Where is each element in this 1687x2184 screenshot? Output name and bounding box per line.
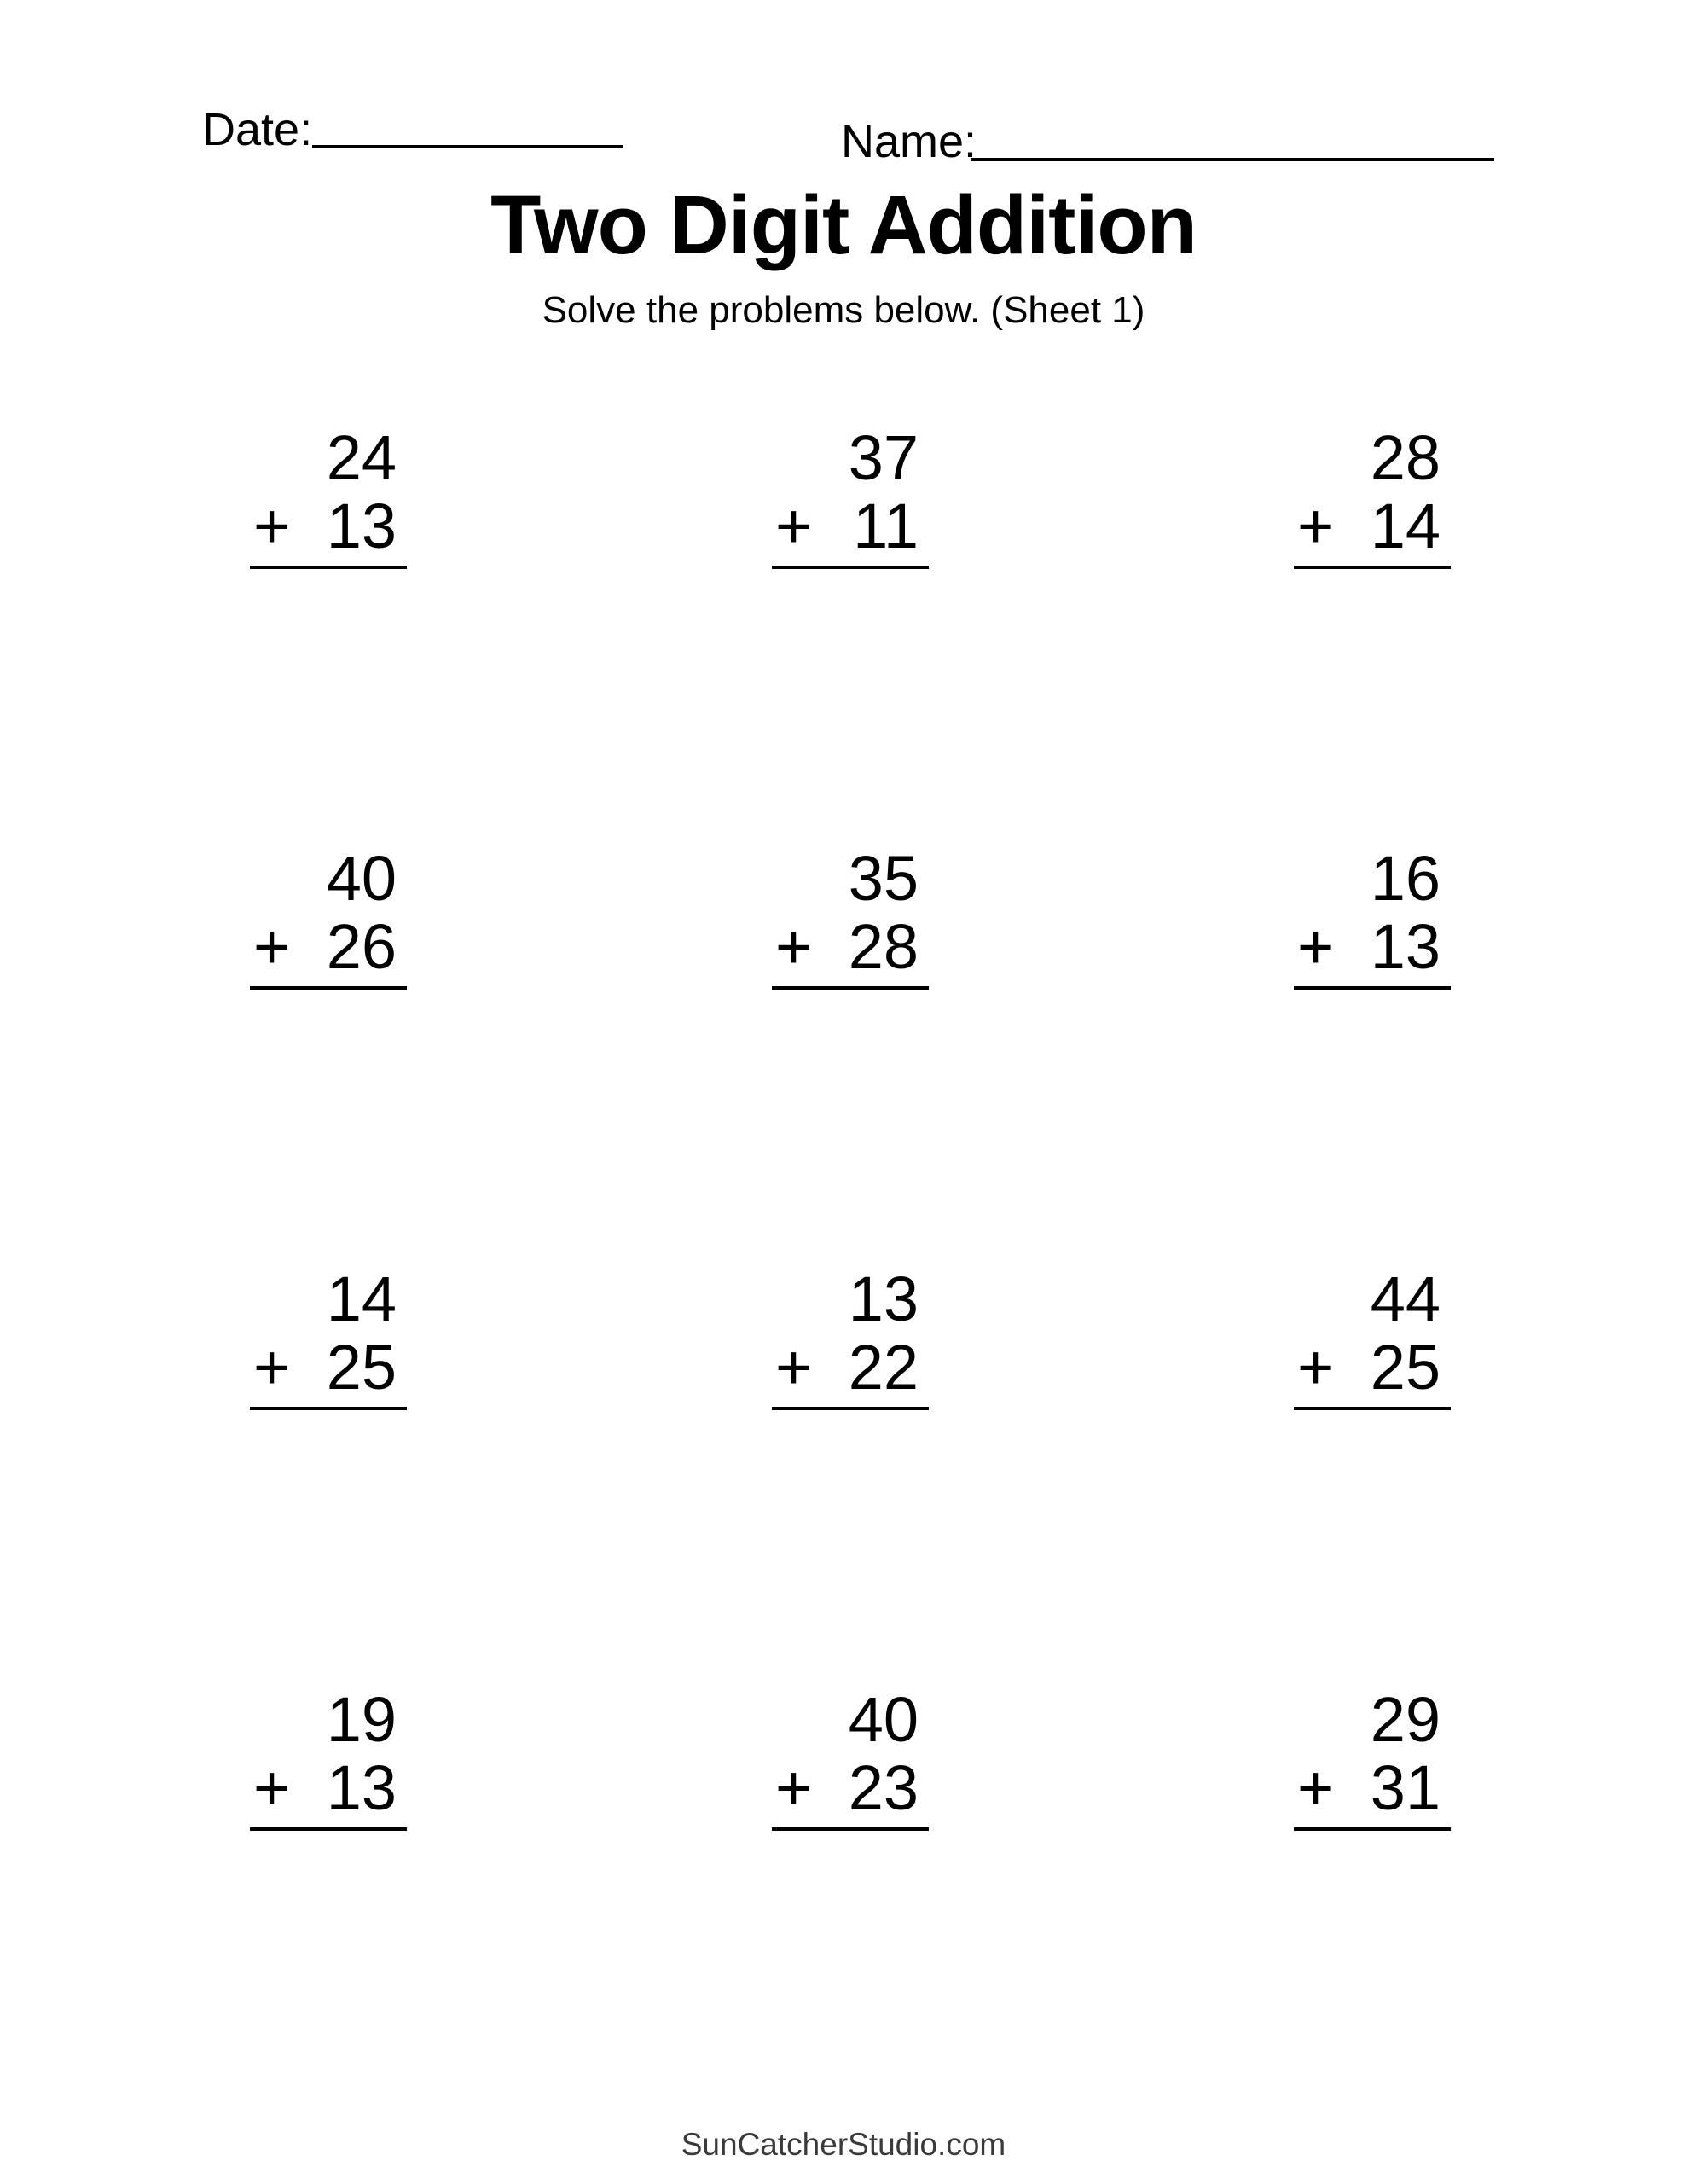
addition-problem [772, 1265, 929, 1410]
answer-line [1294, 986, 1451, 990]
bottom-addend-row [1294, 1333, 1451, 1402]
addition-problem [250, 1686, 407, 1831]
bottom-addend-row [1294, 1754, 1451, 1822]
answer-line [1294, 1407, 1451, 1410]
bottom-addend: 14 [1370, 491, 1441, 561]
answer-line [772, 986, 929, 990]
bottom-addend: 13 [326, 491, 397, 561]
bottom-addend: 28 [848, 911, 919, 982]
plus-operator: + [775, 1752, 813, 1823]
top-addend: 35 [848, 843, 919, 914]
answer-line [250, 986, 407, 990]
top-addend: 40 [848, 1684, 919, 1755]
bottom-addend-row [250, 913, 407, 981]
plus-operator: + [1297, 491, 1335, 561]
bottom-addend-row [250, 1754, 407, 1822]
bottom-addend: 25 [326, 1332, 397, 1403]
top-addend: 24 [326, 422, 397, 493]
answer-line [250, 1407, 407, 1410]
addition-problem [250, 424, 407, 569]
addition-problem [1294, 1265, 1451, 1410]
name-label: Name: [841, 116, 977, 167]
bottom-addend-row [1294, 913, 1451, 981]
name-blank-line [971, 158, 1494, 161]
answer-line [1294, 566, 1451, 569]
top-addend: 44 [1370, 1263, 1441, 1334]
addition-problem [772, 845, 929, 990]
page-subtitle: Solve the problems below. (Sheet 1) [542, 289, 1145, 331]
bottom-addend: 13 [326, 1752, 397, 1823]
plus-operator: + [253, 911, 291, 982]
plus-operator: + [253, 1332, 291, 1403]
problems-grid [250, 424, 1451, 1831]
plus-operator: + [775, 1332, 813, 1403]
answer-line [250, 1827, 407, 1831]
bottom-addend: 11 [853, 491, 919, 561]
addition-problem [1294, 424, 1451, 569]
addition-problem [250, 1265, 407, 1410]
bottom-addend: 26 [326, 911, 397, 982]
footer-credit: SunCatcherStudio.com [681, 2127, 1006, 2162]
page-title: Two Digit Addition [490, 178, 1197, 271]
plus-operator: + [253, 491, 291, 561]
bottom-addend-row [772, 1333, 929, 1402]
bottom-addend-row [772, 492, 929, 561]
date-label: Date: [202, 104, 313, 155]
plus-operator: + [775, 911, 813, 982]
plus-operator: + [253, 1752, 291, 1823]
top-addend: 16 [1370, 843, 1441, 914]
addition-problem [1294, 845, 1451, 990]
answer-line [1294, 1827, 1451, 1831]
answer-line [772, 566, 929, 569]
top-addend: 37 [848, 422, 919, 493]
answer-line [772, 1827, 929, 1831]
top-addend: 40 [326, 843, 397, 914]
top-addend: 28 [1370, 422, 1441, 493]
addition-problem [1294, 1686, 1451, 1831]
bottom-addend-row [250, 1333, 407, 1402]
bottom-addend: 13 [1370, 911, 1441, 982]
top-addend: 14 [326, 1263, 397, 1334]
date-blank-line [312, 145, 623, 148]
top-addend: 13 [848, 1263, 919, 1334]
bottom-addend: 23 [848, 1752, 919, 1823]
bottom-addend-row [772, 913, 929, 981]
plus-operator: + [1297, 911, 1335, 982]
plus-operator: + [775, 491, 813, 561]
bottom-addend-row [772, 1754, 929, 1822]
bottom-addend: 25 [1370, 1332, 1441, 1403]
top-addend: 29 [1370, 1684, 1441, 1755]
addition-problem [250, 845, 407, 990]
answer-line [772, 1407, 929, 1410]
bottom-addend: 31 [1370, 1752, 1441, 1823]
addition-problem [772, 1686, 929, 1831]
bottom-addend: 22 [848, 1332, 919, 1403]
addition-problem [772, 424, 929, 569]
top-addend: 19 [326, 1684, 397, 1755]
answer-line [250, 566, 407, 569]
bottom-addend-row [250, 492, 407, 561]
bottom-addend-row [1294, 492, 1451, 561]
plus-operator: + [1297, 1752, 1335, 1823]
plus-operator: + [1297, 1332, 1335, 1403]
